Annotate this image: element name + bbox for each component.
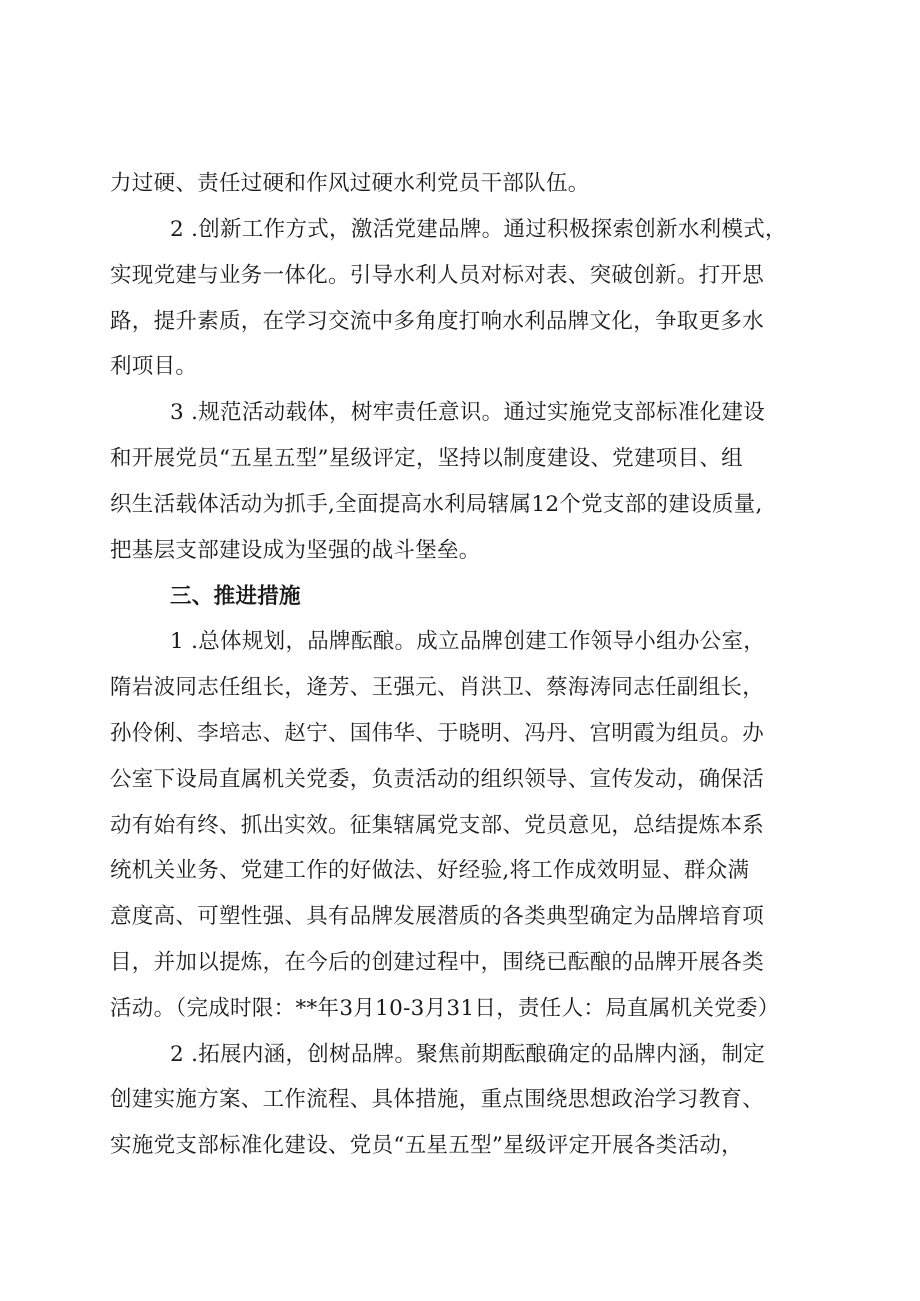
- text-line-17: 意度高、可塑性强、具有品牌发展潜质的各类典型确定为品牌培育项: [110, 904, 765, 929]
- text-line-14: 公室下设局直属机关党委，负责活动的组织领导、宣传发动，确保活: [110, 767, 765, 792]
- text-line-16: 统机关业务、党建工作的好做法、好经验,将工作成效明显、群众满: [110, 858, 750, 883]
- text-line-13: 孙伶俐、李培志、赵宁、国伟华、于晓明、冯丹、宫明霞为组员。办: [110, 721, 765, 746]
- text-line-21: 创建实施方案、工作流程、具体措施，重点围绕思想政治学习教育、: [110, 1087, 765, 1112]
- text-line-5: 利项目。: [110, 354, 198, 379]
- text-line-6: 3 .规范活动载体，树牢责任意识。通过实施党支部标准化建设: [170, 400, 766, 425]
- text-line-18: 目，并加以提炼，在今后的创建过程中，围绕已酝酿的品牌开展各类: [110, 950, 765, 975]
- text-line-20: 2 .拓展内涵，创树品牌。聚焦前期酝酿确定的品牌内涵，制定: [170, 1042, 766, 1067]
- text-line-7: 和开展党员“五星五型”星级评定，坚持以制度建设、党建项目、组: [110, 446, 743, 471]
- text-line-9: 把基层支部建设成为坚强的战斗堡垒。: [110, 538, 481, 563]
- text-line-12: 隋岩波同志任组长，逄芳、王强元、肖洪卫、蔡海涛同志任副组长，: [110, 675, 765, 700]
- text-line-8: 织生活载体活动为抓手,全面提高水利局辖属12个党支部的建设质量,: [110, 492, 763, 517]
- text-line-1: 力过硬、责任过硬和作风过硬水利党员干部队伍。: [110, 171, 590, 196]
- text-line-22: 实施党支部标准化建设、党员“五星五型”星级评定开展各类活动，: [110, 1133, 743, 1158]
- text-line-11: 1 .总体规划，品牌酝酿。成立品牌创建工作领导小组办公室，: [170, 629, 766, 654]
- text-line-4: 路，提升素质，在学习交流中多角度打响水利品牌文化，争取更多水: [110, 309, 765, 334]
- text-line-19: 活动。（完成时限：**年3月10-3月31日，责任人：局直属机关党委）: [110, 996, 780, 1021]
- text-line-3: 实现党建与业务一体化。引导水利人员对标对表、突破创新。打开思: [110, 263, 765, 288]
- section-heading: 三、推进措施: [170, 584, 301, 609]
- text-line-15: 动有始有终、抓出实效。征集辖属党支部、党员意见，总结提炼本系: [110, 813, 765, 838]
- text-line-2: 2 .创新工作方式，激活党建品牌。通过积极探索创新水利模式，: [170, 217, 787, 242]
